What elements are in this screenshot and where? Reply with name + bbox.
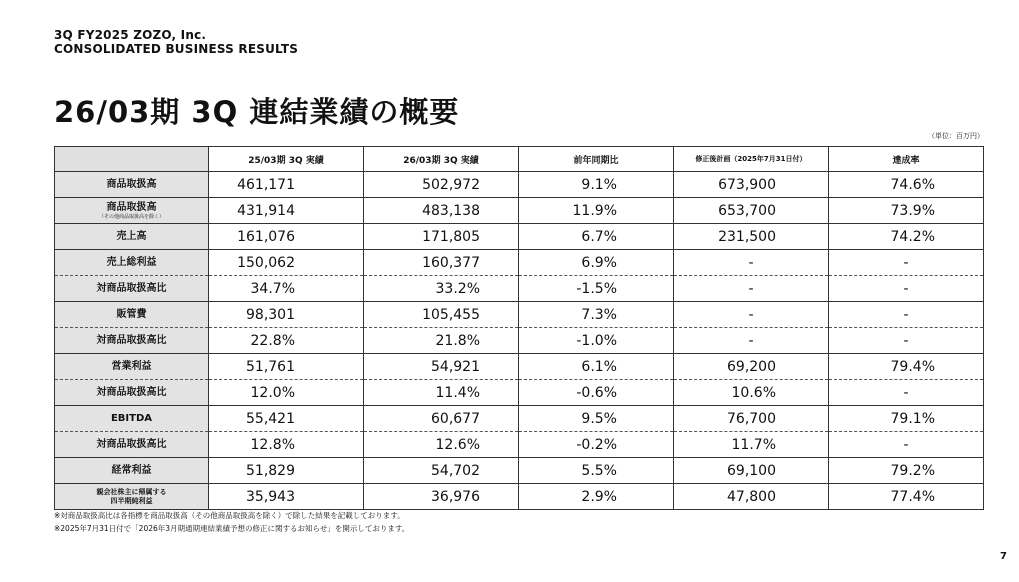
table-cell: -1.5%: [519, 276, 674, 302]
table-row: [55, 250, 984, 276]
table-header-row: [55, 147, 984, 172]
row-label: [55, 172, 209, 198]
row-label-line: 親会社株主に帰属する: [96, 487, 167, 496]
table-cell: 79.4%: [829, 354, 984, 380]
table-cell: 461,171: [209, 172, 364, 198]
table-cell: 11.9%: [519, 198, 674, 224]
table-row: [55, 380, 984, 406]
table-cell: 51,829: [209, 458, 364, 484]
table-cell: -: [674, 328, 829, 354]
footnotes: [54, 509, 409, 535]
table-cell: -: [829, 380, 984, 406]
table-cell: 33.2%: [364, 276, 519, 302]
table-cell: 12.6%: [364, 432, 519, 458]
table-cell: 74.2%: [829, 224, 984, 250]
table-row: [55, 328, 984, 354]
table-cell: 36,976: [364, 484, 519, 510]
row-label-subtext: （その他商品取扱高を除く）: [98, 213, 164, 220]
table-cell: -1.0%: [519, 328, 674, 354]
table-cell: 673,900: [674, 172, 829, 198]
table-cell: -: [674, 250, 829, 276]
table-cell: 21.8%: [364, 328, 519, 354]
table-cell: 34.7%: [209, 276, 364, 302]
row-label-text: 営業利益: [111, 360, 152, 372]
row-label: [55, 250, 209, 276]
table-cell: -: [829, 302, 984, 328]
header-line-1: 3Q FY2025 ZOZO, Inc.: [54, 28, 207, 42]
row-label-text: 経常利益: [111, 464, 152, 476]
report-header: [54, 28, 298, 56]
table-cell: 79.2%: [829, 458, 984, 484]
column-header: 前年同期比: [519, 147, 674, 172]
table-cell: 2.9%: [519, 484, 674, 510]
table-cell: -: [674, 302, 829, 328]
column-header: 達成率: [829, 147, 984, 172]
row-label: [55, 354, 209, 380]
row-label-text: 対商品取扱高比: [96, 386, 167, 398]
table-row: [55, 484, 984, 510]
table-cell: -0.2%: [519, 432, 674, 458]
table-cell: 9.5%: [519, 406, 674, 432]
table-row: [55, 224, 984, 250]
table-row: [55, 432, 984, 458]
column-header: 25/03期 3Q 実績: [209, 147, 364, 172]
table-row: [55, 172, 984, 198]
row-label: [55, 302, 209, 328]
unit-note: （単位：百万円）: [928, 132, 984, 140]
row-label: [55, 328, 209, 354]
table-cell: 431,914: [209, 198, 364, 224]
row-label-text: 売上総利益: [106, 256, 157, 268]
table-cell: 9.1%: [519, 172, 674, 198]
row-label: [55, 458, 209, 484]
table-cell: 35,943: [209, 484, 364, 510]
row-label-text: 商品取扱高: [106, 178, 157, 190]
row-label-line: 四半期純利益: [110, 496, 153, 505]
table-cell: 54,702: [364, 458, 519, 484]
table-cell: -: [829, 432, 984, 458]
row-label-text: EBITDA: [110, 412, 153, 424]
table-row: [55, 458, 984, 484]
table-row: [55, 276, 984, 302]
table-cell: 76,700: [674, 406, 829, 432]
table-cell: 73.9%: [829, 198, 984, 224]
row-label-text: 販管費: [116, 308, 147, 320]
table-cell: 105,455: [364, 302, 519, 328]
table-cell: 653,700: [674, 198, 829, 224]
table-cell: -: [829, 276, 984, 302]
table-row: [55, 354, 984, 380]
table-cell: 77.4%: [829, 484, 984, 510]
row-label-text: 商品取扱高: [106, 201, 157, 213]
row-label-text: 対商品取扱高比: [96, 282, 167, 294]
table-cell: 10.6%: [674, 380, 829, 406]
table-cell: 150,062: [209, 250, 364, 276]
row-label: [55, 380, 209, 406]
results-table: [54, 146, 984, 510]
row-label: [55, 276, 209, 302]
table-row: [55, 406, 984, 432]
table-cell: 6.1%: [519, 354, 674, 380]
row-label-text: 売上高: [116, 230, 147, 242]
table-cell: 69,200: [674, 354, 829, 380]
table-cell: 6.9%: [519, 250, 674, 276]
table-cell: -: [829, 328, 984, 354]
table-cell: 160,377: [364, 250, 519, 276]
table-cell: 69,100: [674, 458, 829, 484]
table-cell: 60,677: [364, 406, 519, 432]
table-cell: 6.7%: [519, 224, 674, 250]
table-cell: -0.6%: [519, 380, 674, 406]
table-cell: -: [674, 276, 829, 302]
page-number: 7: [1000, 551, 1007, 562]
table-cell: 54,921: [364, 354, 519, 380]
table-cell: 171,805: [364, 224, 519, 250]
table-row: [55, 198, 984, 224]
table-cell: 11.4%: [364, 380, 519, 406]
row-label-text: 対商品取扱高比: [96, 438, 167, 450]
table-cell: 231,500: [674, 224, 829, 250]
table-cell: 79.1%: [829, 406, 984, 432]
column-header: 修正後計画（2025年7月31日付）: [674, 147, 829, 172]
table-row: [55, 302, 984, 328]
row-label: [55, 406, 209, 432]
row-label: [55, 432, 209, 458]
table-cell: 22.8%: [209, 328, 364, 354]
table-cell: 55,421: [209, 406, 364, 432]
table-cell: -: [829, 250, 984, 276]
header-blank-cell: [55, 147, 209, 172]
header-line-2: CONSOLIDATED BUSINESS RESULTS: [54, 42, 299, 56]
table-cell: 12.0%: [209, 380, 364, 406]
table-cell: 7.3%: [519, 302, 674, 328]
table-cell: 98,301: [209, 302, 364, 328]
row-label: [55, 224, 209, 250]
column-header: 26/03期 3Q 実績: [364, 147, 519, 172]
row-label: [55, 484, 209, 510]
page-title: 26/03期 3Q 連結業績の概要: [54, 95, 460, 129]
table-cell: 11.7%: [674, 432, 829, 458]
table-cell: 5.5%: [519, 458, 674, 484]
table-cell: 74.6%: [829, 172, 984, 198]
row-label: [55, 198, 209, 224]
table-cell: 161,076: [209, 224, 364, 250]
footnote: ※対商品取扱高比は各指標を商品取扱高（その他商品取扱高を除く）で除した結果を記載しております。: [54, 511, 405, 520]
table-cell: 51,761: [209, 354, 364, 380]
table-cell: 12.8%: [209, 432, 364, 458]
table-cell: 483,138: [364, 198, 519, 224]
footnote: ※2025年7月31日付で「2026年3月期通期連結業績予想の修正に関するお知らせ」を開示しております。: [54, 524, 410, 533]
table-cell: 502,972: [364, 172, 519, 198]
row-label-text: 対商品取扱高比: [96, 334, 167, 346]
table-cell: 47,800: [674, 484, 829, 510]
